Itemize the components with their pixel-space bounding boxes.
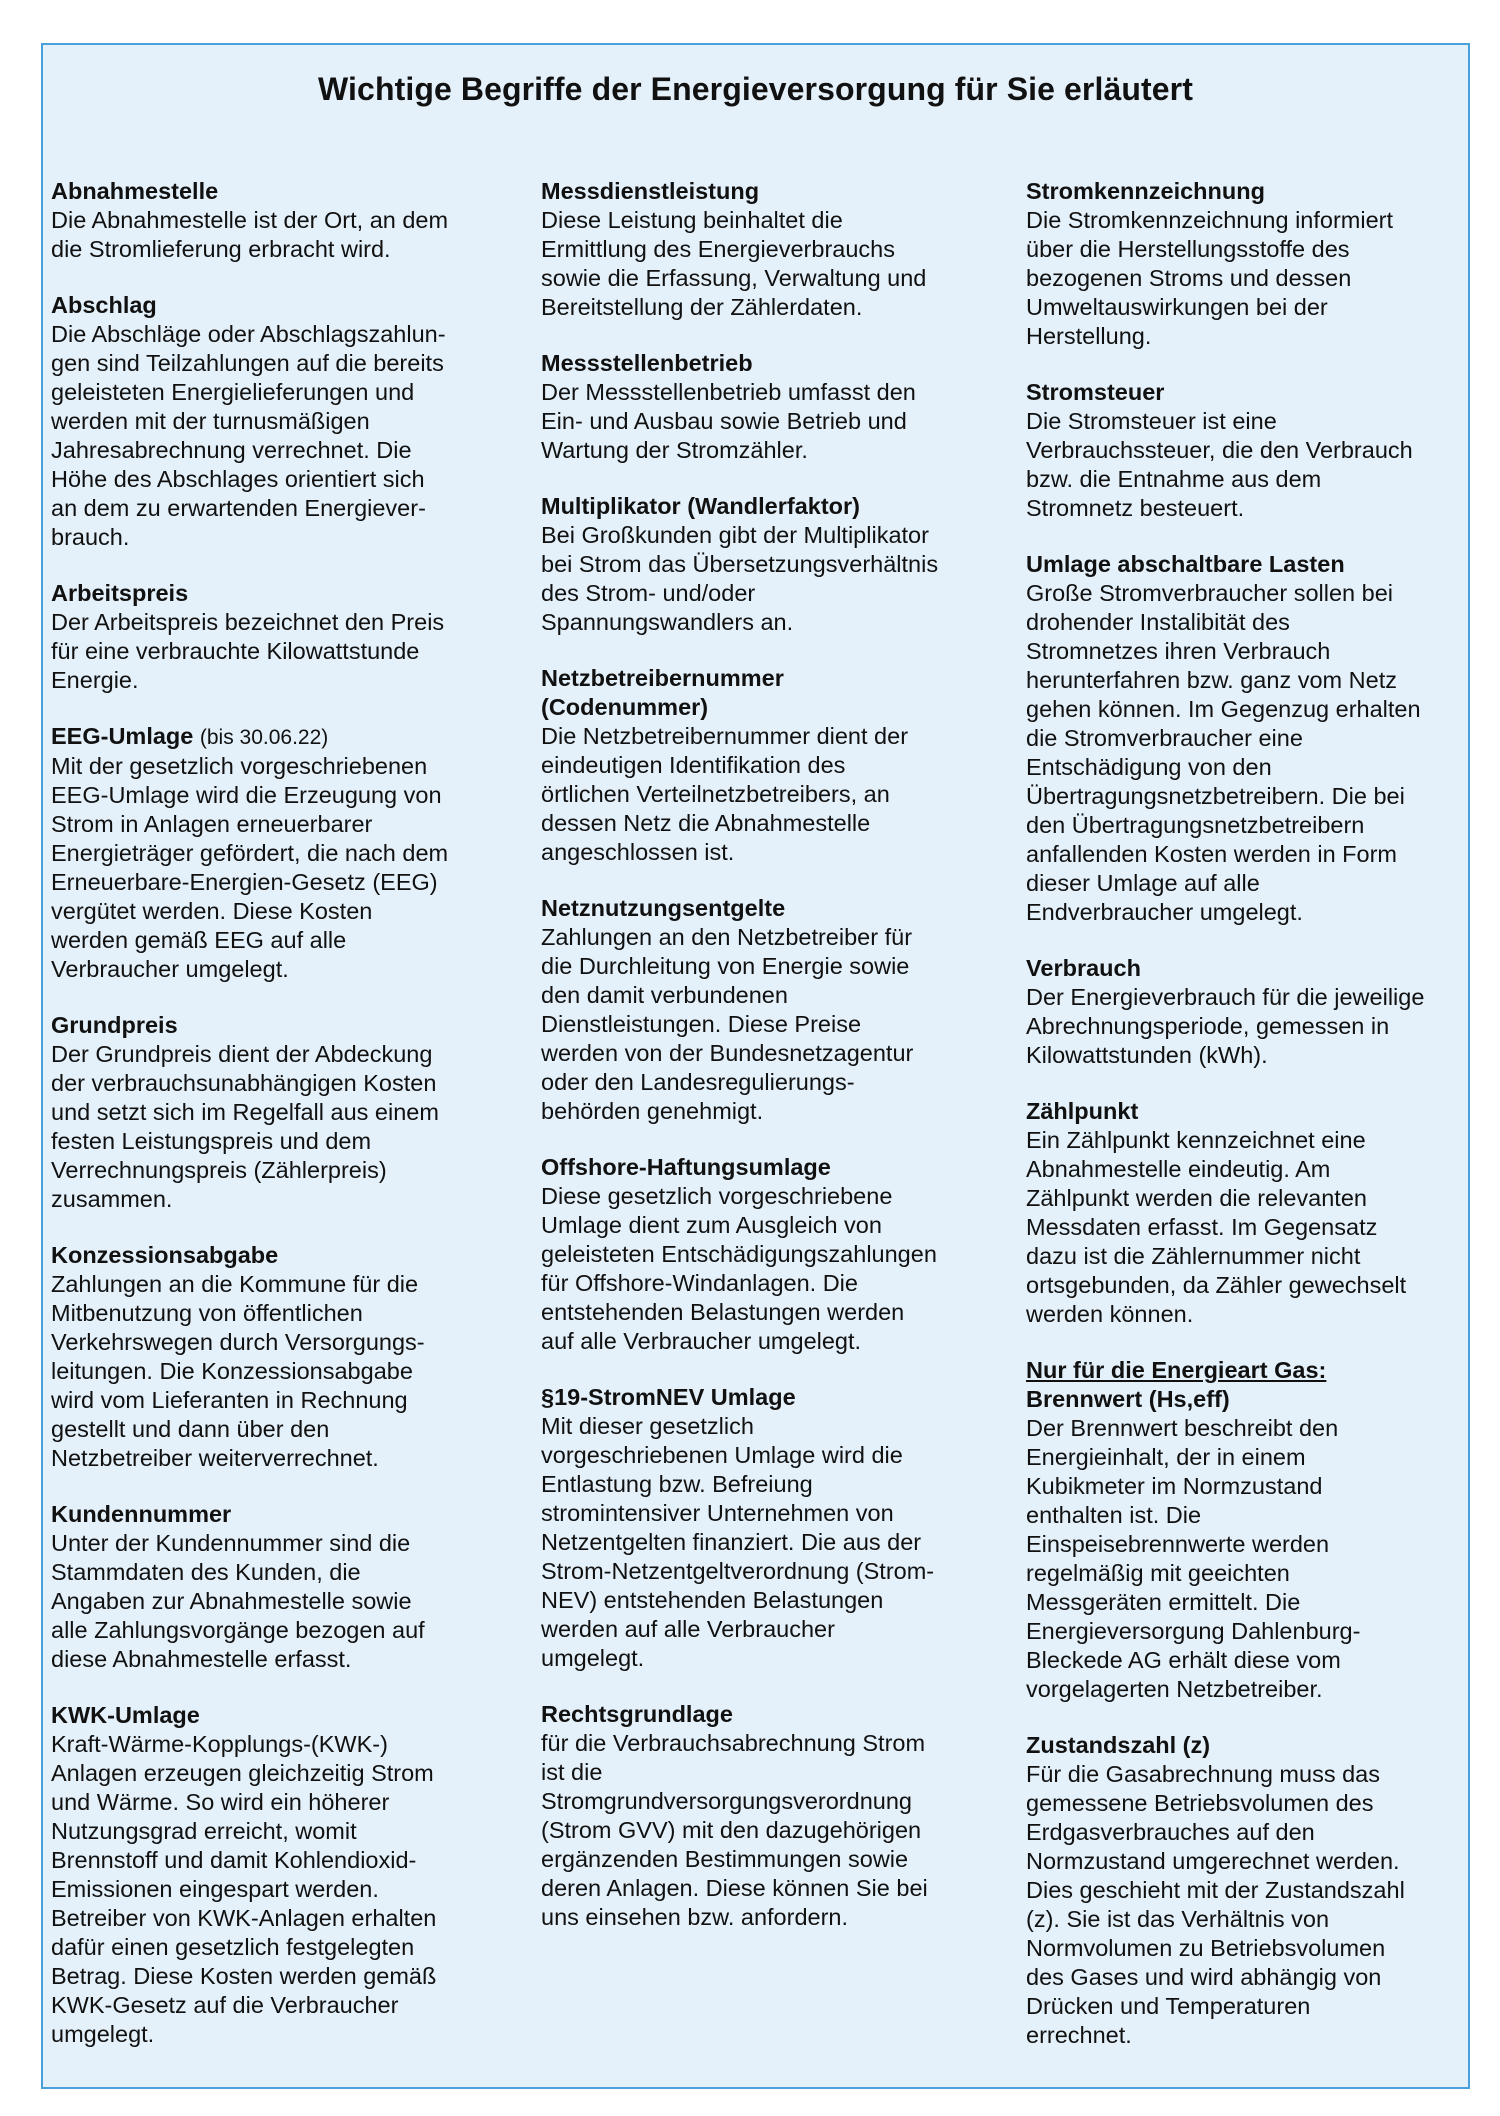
glossary-description: Bei Großkunden gibt der Multiplikator bei Strom das Übersetzungsverhältnis des Strom- und/oder Spannungswandlers an. [541,522,939,635]
page-title: Wichtige Begriffe der Energieversorgung für Sie erläutert [318,71,1193,107]
glossary-term-label: Stromsteuer [1026,379,1165,405]
glossary-term [541,349,1006,378]
glossary-entry [1026,1731,1481,2050]
glossary-entry [1026,954,1481,1070]
glossary-description: Die Netzbetreibernummer dient der eindeutigen Identifikation des örtlichen Verteilnetzbetreibers, an dessen Netz die Abnahmestelle angeschlossen ist. [541,723,909,865]
glossary-term [51,1701,521,1730]
glossary-term [1026,1731,1481,1760]
section-heading: Nur für die Energieart Gas: [1026,1357,1327,1383]
glossary-description: Der Energieverbrauch für die jeweilige Abrechnungsperiode, gemessen in Kilowattstunden (kWh). [1026,984,1425,1068]
glossary-panel [41,43,1470,2089]
glossary-term [1026,550,1481,579]
glossary-term [541,1383,1006,1412]
glossary-column-1 [51,177,521,2076]
glossary-term-label: Konzessionsabgabe [51,1242,279,1268]
glossary-description: Der Grundpreis dient der Abdeckung der verbrauchsunabhängigen Kosten und setzt sich im Regelfall aus einem festen Leistungspreis und dem Verrechnungspreis (Zählerpreis) zusammen. [51,1041,439,1212]
glossary-description: Unter der Kundennummer sind die Stammdaten des Kunden, die Angaben zur Abnahmestelle sowie alle Zahlungsvorgänge bezogen auf diese Abnahmestelle erfasst. [51,1530,425,1672]
glossary-entry [541,894,1006,1126]
glossary-term-label: Netzbetreibernummer (Codenummer) [541,665,784,720]
glossary-entry [1026,177,1481,351]
glossary-entry [541,1383,1006,1673]
glossary-term-label: §19-StromNEV Umlage [541,1384,796,1410]
glossary-term-label: Zustandszahl (z) [1026,1732,1211,1758]
glossary-description: Zahlungen an die Kommune für die Mitbenutzung von öffentlichen Verkehrswegen durch Versorgungs- leitungen. Die Konzessionsabgabe wird vom Lieferanten in Rechnung gestellt und dann über den Netzbetreiber weiterverrechnet. [51,1271,425,1471]
glossary-term-label: Kundennummer [51,1501,232,1527]
glossary-entry [1026,1097,1481,1329]
glossary-term [51,1011,521,1040]
glossary-entry [51,177,521,264]
glossary-description: Große Stromverbraucher sollen bei drohender Instalibität des Stromnetzes ihren Verbrauch herunterfahren bzw. ganz vom Netz gehen können. Im Gegenzug erhalten die Stromverbraucher eine Entschädigung von den Übertragungsnetzbetreibern. Die bei den Übertragungsnetzbetreibern anfallenden Kosten werden in Form dieser Umlage auf alle Endverbraucher umgelegt. [1026,580,1421,925]
glossary-term [1026,378,1481,407]
glossary-description: Die Stromkennzeichnung informiert über die Herstellungsstoffe des bezogenen Stroms und dessen Umweltauswirkungen bei der Herstellung. [1026,207,1394,349]
glossary-entry [541,349,1006,465]
glossary-description: Der Brennwert beschreibt den Energieinhalt, der in einem Kubikmeter im Normzustand enthalten ist. Die Einspeisebrennwerte werden regelmäßig mit geeichten Messgeräten ermittelt. Die Energieversorgung Dahlenburg- Bleckede AG erhält diese vom vorgelagerten Netzbetreiber. [1026,1415,1361,1702]
glossary-description: Ein Zählpunkt kennzeichnet eine Abnahmestelle eindeutig. Am Zählpunkt werden die relevanten Messdaten erfasst. Im Gegensatz dazu ist die Zählernummer nicht ortsgebunden, da Zähler gewechselt werden können. [1026,1127,1407,1327]
glossary-entry [51,1500,521,1674]
glossary-term [51,177,521,206]
glossary-entry [541,492,1006,637]
glossary-term [1026,177,1481,206]
glossary-entry [541,664,1006,867]
glossary-term-label: Messdienstleistung [541,178,760,204]
glossary-term [1026,1097,1481,1126]
glossary-term-label: EEG-Umlage [51,723,194,749]
glossary-term [541,177,1006,206]
glossary-term-label: Messstellenbetrieb [541,350,753,376]
glossary-term-label: Multiplikator (Wandlerfaktor) [541,493,860,519]
glossary-term [51,722,521,752]
glossary-entry [1026,550,1481,927]
glossary-term [541,1700,1006,1729]
glossary-description: Diese Leistung beinhaltet die Ermittlung des Energieverbrauchs sowie die Erfassung, Verwaltung und Bereitstellung der Zählerdaten. [541,207,927,320]
glossary-term-label: Verbrauch [1026,955,1141,981]
glossary-term-label: Abnahmestelle [51,178,219,204]
glossary-entry [51,722,521,984]
glossary-term [1026,1385,1481,1414]
glossary-term [541,664,1006,722]
glossary-term [541,894,1006,923]
glossary-entry [541,177,1006,322]
glossary-entry [541,1153,1006,1356]
glossary-column-2 [541,177,1006,1959]
glossary-term-label: Grundpreis [51,1012,178,1038]
glossary-description: Für die Gasabrechnung muss das gemessene Betriebsvolumen des Erdgasverbrauches auf den Normzustand umgerechnet werden. Dies geschieht mit der Zustandszahl (z). Sie ist das Verhältnis von Normvolumen zu Betriebsvolumen des Gases und wird abhängig von Drücken und Temperaturen errechnet. [1026,1761,1405,2048]
glossary-entry [51,579,521,695]
glossary-description: für die Verbrauchsabrechnung Strom ist die Stromgrundversorgungsverordnung (Strom GVV) mit den dazugehörigen ergänzenden Bestimmungen sowie deren Anlagen. Diese können Sie bei uns einsehen bzw. anfordern. [541,1730,928,1930]
glossary-entry [51,291,521,552]
glossary-term [51,1500,521,1529]
glossary-term-label: Abschlag [51,292,157,318]
glossary-description: Diese gesetzlich vorgeschriebene Umlage dient zum Ausgleich von geleisteten Entschädigungszahlungen für Offshore-Windanlagen. Die entstehenden Belastungen werden auf alle Verbraucher umgelegt. [541,1183,937,1354]
glossary-term-note: (bis 30.06.22) [199,726,329,749]
glossary-term-label: Netznutzungsentgelte [541,895,786,921]
glossary-term-label: Stromkennzeichnung [1026,178,1265,204]
glossary-term [1026,954,1481,983]
glossary-term-label: KWK-Umlage [51,1702,200,1728]
glossary-term-label: Rechtsgrundlage [541,1701,733,1727]
glossary-term [541,1153,1006,1182]
glossary-term [541,492,1006,521]
glossary-term-label: Brennwert (Hs,eff) [1026,1386,1230,1412]
glossary-entry [51,1011,521,1214]
glossary-entry [1026,378,1481,523]
glossary-term [51,1241,521,1270]
glossary-description: Die Abschläge oder Abschlagszahlun- gen sind Teilzahlungen auf die bereits geleisteten Energielieferungen und werden mit der turnusmäßigen Jahresabrechnung verrechnet. Die Höhe des Abschlages orientiert sich an dem zu erwartenden Energiever- brauch. [51,321,446,550]
glossary-description: Mit dieser gesetzlich vorgeschriebenen Umlage wird die Entlastung bzw. Befreiung stromintensiver Unternehmen von Netzentgelten finanziert. Die aus der Strom-Netzentgeltverordnung (Strom- NEV) entstehenden Belastungen werden auf alle Verbraucher umgelegt. [541,1413,935,1671]
glossary-description: Die Abnahmestelle ist der Ort, an dem die Stromlieferung erbracht wird. [51,207,449,262]
glossary-entry [1026,1356,1481,1704]
glossary-entry [51,1241,521,1473]
glossary-description: Kraft-Wärme-Kopplungs-(KWK-) Anlagen erzeugen gleichzeitig Strom und Wärme. So wird ein höherer Nutzungsgrad erreicht, womit Brennstoff und damit Kohlendioxid- Emissionen eingespart werden. Betreiber von KWK-Anlagen erhalten dafür einen gesetzlich festgelegten Betrag. Diese Kosten werden gemäß KWK-Gesetz auf die Verbraucher umgelegt. [51,1731,437,2047]
glossary-description: Mit der gesetzlich vorgeschriebenen EEG-Umlage wird die Erzeugung von Strom in Anlagen erneuerbarer Energieträger gefördert, die nach dem Erneuerbare-Energien-Gesetz (EEG) vergütet werden. Diese Kosten werden gemäß EEG auf alle Verbraucher umgelegt. [51,753,449,982]
glossary-description: Die Stromsteuer ist eine Verbrauchssteuer, die den Verbrauch bzw. die Entnahme aus dem Stromnetz besteuert. [1026,408,1413,521]
glossary-description: Der Arbeitspreis bezeichnet den Preis für eine verbrauchte Kilowattstunde Energie. [51,609,445,693]
glossary-term-label: Offshore-Haftungsumlage [541,1154,831,1180]
glossary-description: Zahlungen an den Netzbetreiber für die Durchleitung von Energie sowie den damit verbundenen Dienstleistungen. Diese Preise werden von der Bundesnetzagentur oder den Landesregulierungs- behörden genehmigt. [541,924,914,1124]
glossary-column-3 [1026,177,1481,2077]
glossary-term-label: Zählpunkt [1026,1098,1139,1124]
glossary-entry [541,1700,1006,1932]
glossary-entry [51,1701,521,2049]
glossary-term [51,291,521,320]
glossary-term-label: Umlage abschaltbare Lasten [1026,551,1345,577]
glossary-description: Der Messstellenbetrieb umfasst den Ein- und Ausbau sowie Betrieb und Wartung der Stromzähler. [541,379,916,463]
glossary-term-label: Arbeitspreis [51,580,189,606]
glossary-term [51,579,521,608]
